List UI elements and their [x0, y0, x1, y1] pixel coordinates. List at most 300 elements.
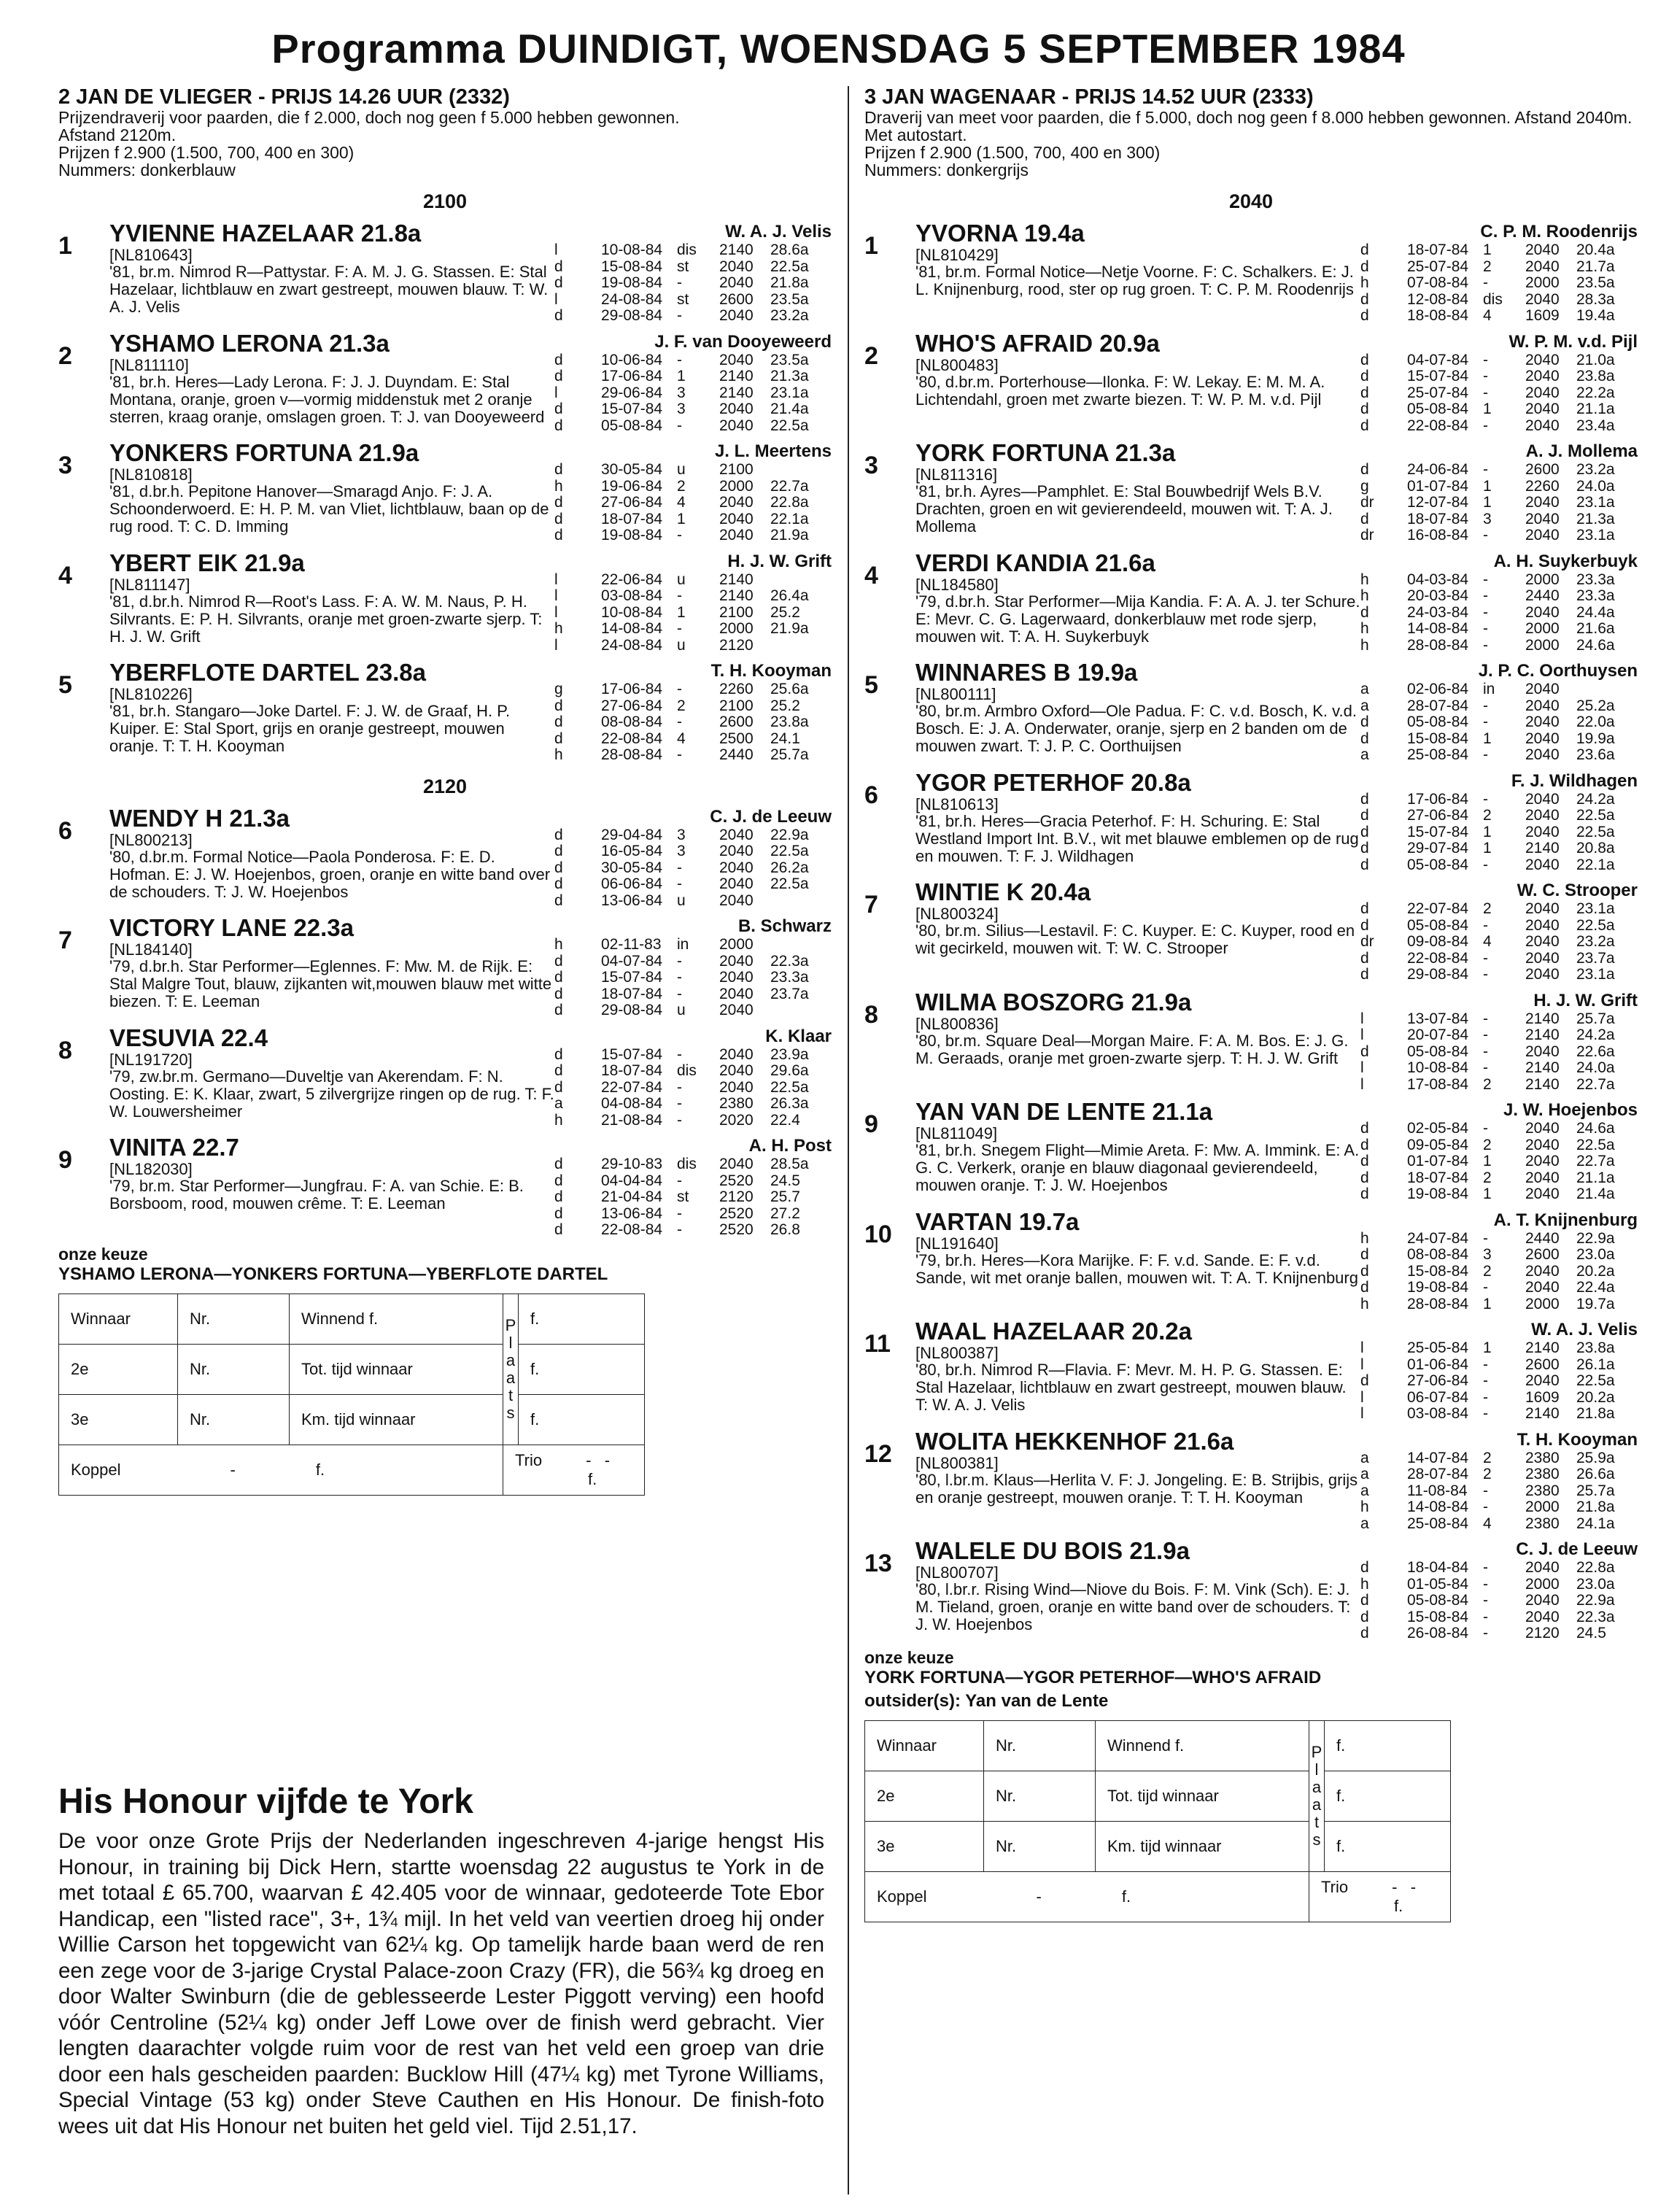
form-date: 30-05-84	[601, 461, 663, 478]
horse-info	[915, 1209, 1360, 1313]
form-track: d	[1360, 823, 1369, 840]
form-track: l	[554, 241, 558, 258]
form-distance: 2040	[1525, 790, 1560, 808]
form-track: d	[554, 417, 563, 434]
form-time: 23.2a	[770, 307, 809, 324]
form-row	[1360, 1593, 1638, 1609]
form-track: d	[554, 527, 563, 544]
form-row	[1360, 951, 1638, 967]
form-time: 23.5a	[1576, 274, 1615, 291]
form-date: 05-08-84	[1407, 1592, 1469, 1609]
form-distance: 2140	[1525, 1026, 1560, 1043]
trainer-name: A. H. Suykerbuyk	[1493, 551, 1638, 571]
horse-code: [NL810643]	[109, 246, 193, 264]
form-track: h	[1360, 571, 1369, 588]
form-time: 21.8a	[770, 274, 809, 291]
form-row	[554, 714, 832, 731]
horse-info	[109, 1134, 554, 1239]
form-date: 29-04-84	[601, 826, 663, 843]
form-result: in	[1483, 681, 1495, 697]
form-date: 04-07-84	[1407, 351, 1469, 368]
horse-name: VESUVIA 22.4	[109, 1024, 268, 1051]
form-track: a	[1360, 1466, 1369, 1482]
form-time: 22.7a	[1576, 1153, 1615, 1169]
form-distance: 2040	[1525, 1372, 1560, 1389]
form-result: 1	[1483, 1186, 1492, 1202]
form-distance: 2600	[719, 290, 754, 308]
form-track: d	[1360, 1153, 1369, 1169]
horse-code: [NL811316]	[915, 465, 998, 484]
form-time: 24.6a	[1576, 1120, 1615, 1137]
form-distance: 2140	[719, 241, 754, 258]
form-date: 29-08-84	[601, 1002, 663, 1018]
bet-form-table	[58, 1293, 645, 1496]
form-distance: 2140	[719, 368, 754, 384]
form-result: u	[677, 636, 686, 654]
form-result: u	[677, 461, 686, 478]
horse-code: [NL810429]	[915, 246, 999, 264]
form-track: h	[1360, 587, 1369, 604]
form-date: 05-08-84	[1407, 401, 1469, 417]
form-time: 22.5a	[1576, 916, 1615, 934]
distance-heading: 2120	[422, 775, 468, 797]
form-track: l	[1360, 1405, 1364, 1422]
form-distance: 2260	[719, 681, 754, 697]
trio-dashes: - -	[586, 1450, 611, 1469]
form-date: 10-06-84	[601, 351, 663, 368]
horse-info	[915, 440, 1360, 544]
form-distance: 2040	[1525, 1169, 1560, 1186]
form-time: 23.3a	[770, 969, 809, 986]
horse-form	[1360, 1209, 1638, 1313]
form-row	[1360, 918, 1638, 935]
horse-code: [NL811049]	[915, 1124, 998, 1142]
horse-form	[1360, 660, 1638, 764]
bet-f-label: f.	[530, 1359, 540, 1378]
form-date: 30-05-84	[601, 859, 663, 876]
form-result: -	[677, 417, 682, 434]
horse-entry	[58, 550, 832, 654]
form-result: 3	[677, 401, 686, 417]
form-result: dis	[677, 1156, 697, 1172]
form-track: h	[1360, 620, 1369, 637]
form-date: 15-08-84	[1407, 1608, 1469, 1625]
bet-field-label: Tot. tijd winnaar	[1107, 1786, 1219, 1805]
form-distance: 2040	[1525, 1043, 1560, 1060]
form-row	[554, 937, 832, 954]
form-date: 03-08-84	[1407, 1405, 1469, 1422]
form-date: 03-08-84	[601, 587, 663, 604]
form-date: 08-08-84	[601, 714, 663, 730]
form-row	[554, 827, 832, 844]
form-date: 15-07-84	[601, 1045, 663, 1063]
form-time	[770, 893, 832, 910]
form-time: 23.4a	[1576, 417, 1615, 434]
horse-entry	[58, 805, 832, 910]
form-time: 22.3a	[770, 952, 809, 970]
horse-name: YBERFLOTE DARTEL 23.8a	[109, 659, 426, 686]
trainer-name: T. H. Kooyman	[710, 661, 832, 681]
race-column-left	[58, 86, 832, 1496]
form-time: 21.8a	[1576, 1498, 1615, 1515]
horse-description: '81, br.h. Ayres—Pamphlet. E: Stal Bouwbedrijf Wels B.V. Drachten, groen en wit gevierendeeld, mouwen wit. T: A. J. Mollema	[915, 482, 1333, 535]
form-distance: 2040	[1525, 258, 1560, 275]
form-date: 19-08-84	[601, 274, 663, 291]
form-row	[554, 954, 832, 970]
form-date: 20-07-84	[1407, 1026, 1469, 1043]
form-row	[554, 242, 832, 259]
form-track: d	[554, 1078, 563, 1096]
form-date: 08-08-84	[1407, 1246, 1469, 1263]
trainer-name: J. P. C. Oorthuysen	[1478, 661, 1638, 681]
form-result: -	[1483, 1498, 1488, 1515]
form-track: d	[554, 952, 563, 970]
form-row	[1360, 1609, 1638, 1626]
horse-description: '81, d.br.h. Pepitone Hanover—Smaragd Anjo. F: J. A. Schoonderwoerd. E: H. P. M. van Vliet, lichtblauw, baan op de rug rood. T: C. D. Imming	[109, 482, 549, 535]
form-result: 3	[1483, 1246, 1492, 1263]
form-date: 05-08-84	[1407, 856, 1469, 873]
bet-f-label: f.	[1336, 1836, 1346, 1855]
trio-label: Trio	[1321, 1877, 1349, 1896]
page-title	[0, 25, 1677, 72]
form-distance: 2140	[1525, 840, 1560, 856]
form-row	[1360, 479, 1638, 495]
horse-description: '81, br.m. Nimrod R—Pattystar. F: A. M. J. G. Stassen. E: Stal Hazelaar, lichtblauw en zwart gestreept, mouwen blauw. T: W. A. J. Velis	[109, 263, 549, 316]
horse-name: VERDI KANDIA 21.6a	[915, 549, 1155, 576]
horse-number: 5	[58, 671, 72, 699]
form-row	[1360, 1390, 1638, 1407]
horse-number: 10	[864, 1220, 892, 1248]
form-result: -	[677, 620, 682, 637]
horse-info	[109, 330, 554, 435]
form-distance: 2040	[1525, 1608, 1560, 1625]
form-result: -	[1483, 1608, 1488, 1625]
horse-code: [NL811110]	[109, 355, 189, 374]
form-result: -	[677, 985, 682, 1002]
form-track: a	[1360, 697, 1369, 714]
form-time: 26.4a	[770, 587, 809, 604]
form-result: -	[1483, 603, 1488, 621]
horse-entry	[58, 330, 832, 435]
form-distance: 2040	[1525, 241, 1560, 258]
form-time: 22.5a	[770, 417, 809, 434]
form-track: d	[1360, 368, 1369, 384]
horse-number: 4	[58, 561, 72, 589]
form-time: 23.7a	[770, 985, 809, 1002]
form-date: 12-07-84	[1407, 494, 1469, 511]
form-time: 23.1a	[770, 384, 809, 401]
form-date: 25-08-84	[1407, 746, 1469, 763]
horse-name: WINNARES B 19.9a	[915, 659, 1138, 686]
form-date: 28-07-84	[1407, 1466, 1469, 1482]
horse-code: [NL191720]	[109, 1050, 193, 1069]
form-distance: 2040	[719, 510, 754, 527]
horse-code: [NL810613]	[915, 794, 999, 813]
form-result: 4	[1483, 933, 1492, 950]
form-date: 25-07-84	[1407, 384, 1469, 401]
form-date: 19-08-84	[1407, 1186, 1469, 1202]
form-date: 14-08-84	[601, 620, 663, 637]
form-track: d	[1360, 461, 1369, 478]
horse-name: YGOR PETERHOF 20.8a	[915, 768, 1191, 796]
form-row	[1360, 259, 1638, 276]
plaats-letter: s	[506, 1403, 515, 1422]
form-row	[554, 698, 832, 715]
trio-f: f.	[588, 1469, 597, 1488]
form-result: -	[677, 1221, 682, 1238]
horse-info	[915, 1099, 1360, 1203]
form-row	[554, 986, 832, 1003]
form-time: 28.3a	[1576, 290, 1615, 308]
horse-name: WALELE DU BOIS 21.9a	[915, 1537, 1190, 1564]
horse-number: 8	[58, 1036, 72, 1064]
form-date: 18-07-84	[601, 510, 663, 527]
form-result: -	[1483, 587, 1488, 604]
horse-entry	[864, 879, 1638, 983]
form-track: d	[1360, 1608, 1369, 1625]
form-distance: 2040	[719, 417, 754, 434]
horse-name: YAN VAN DE LENTE 21.1a	[915, 1098, 1213, 1125]
form-track: d	[1360, 1186, 1369, 1202]
form-distance: 2040	[1525, 290, 1560, 308]
form-row	[554, 843, 832, 860]
horse-number: 5	[864, 671, 878, 699]
form-date: 18-07-84	[601, 1062, 663, 1079]
form-date: 22-08-84	[1407, 417, 1469, 434]
form-time	[770, 937, 832, 954]
form-row	[554, 1189, 832, 1206]
koppel-dash: -	[230, 1460, 236, 1479]
form-result: 1	[1483, 1295, 1492, 1312]
bet-field-label: Winnend f.	[1107, 1736, 1185, 1755]
form-distance: 2440	[1525, 587, 1560, 604]
koppel-label: Koppel	[877, 1887, 927, 1906]
form-result: -	[1483, 790, 1488, 808]
form-distance: 2040	[719, 826, 754, 843]
form-time: 21.3a	[1576, 510, 1615, 527]
form-date: 22-08-84	[1407, 949, 1469, 967]
form-result: -	[677, 952, 682, 970]
form-result: -	[1483, 1059, 1488, 1076]
horse-number: 3	[864, 452, 878, 479]
form-date: 17-06-84	[1407, 790, 1469, 808]
form-date: 05-08-84	[1407, 1043, 1469, 1060]
form-time: 26.6a	[1576, 1466, 1615, 1482]
form-date: 18-07-84	[1407, 510, 1469, 527]
form-time: 23.0a	[1576, 1575, 1615, 1593]
horse-description: '80, l.br.r. Rising Wind—Niove du Bois. F: M. Vink (Sch). E: J. M. Tieland, groen, oranje en witte band over de schouders. T: J. W. Hoejenbos	[915, 1580, 1351, 1633]
form-track: d	[554, 1002, 563, 1018]
form-date: 22-08-84	[601, 730, 663, 747]
form-date: 06-07-84	[1407, 1388, 1469, 1406]
form-distance: 2000	[1525, 274, 1560, 291]
form-date: 24-03-84	[1407, 603, 1469, 621]
form-distance: 2040	[1525, 730, 1560, 747]
horse-info	[109, 660, 554, 764]
form-time: 24.6a	[1576, 636, 1615, 654]
horse-entry	[864, 550, 1638, 654]
horse-form	[554, 550, 832, 654]
form-row	[1360, 462, 1638, 479]
form-result: -	[1483, 417, 1488, 434]
trainer-name: H. J. W. Grift	[1533, 990, 1638, 1010]
form-date: 22-08-84	[601, 1221, 663, 1238]
horse-description: '80, br.h. Nimrod R—Flavia. F: Mevr. M. H. P. G. Stassen. E: Stal Hazelaar, lichtblauw en zwart gestreept, mouwen blauw. T: W. A. J. Velis	[915, 1361, 1347, 1414]
horse-number: 1	[58, 232, 72, 260]
form-result: -	[1483, 714, 1488, 730]
form-track: h	[554, 1111, 563, 1129]
horse-number: 1	[864, 232, 878, 260]
trainer-name: J. W. Hoejenbos	[1503, 1100, 1638, 1120]
form-date: 15-08-84	[601, 258, 663, 275]
plaats-letter: s	[1312, 1830, 1321, 1849]
form-track: dr	[1360, 527, 1374, 544]
form-result: st	[677, 1188, 689, 1205]
form-row	[1360, 1137, 1638, 1154]
horse-description: '79, br.m. Star Performer—Jungfrau. F: A. van Schie. E: B. Borsboom, rood, mouwen crême. T: E. Leeman	[109, 1177, 524, 1213]
form-result: -	[1483, 1120, 1488, 1137]
horse-entry	[58, 1134, 832, 1239]
form-date: 13-07-84	[1407, 1010, 1469, 1027]
form-row	[554, 681, 832, 698]
form-time: 23.8a	[1576, 1339, 1615, 1356]
form-distance: 2000	[719, 620, 754, 637]
form-date: 10-08-84	[1407, 1059, 1469, 1076]
form-track: h	[1360, 1575, 1369, 1593]
form-track: d	[1360, 351, 1369, 368]
keuze-selection: YORK FORTUNA—YGOR PETERHOF—WHO'S AFRAID	[864, 1667, 1322, 1687]
form-result: -	[1483, 949, 1488, 967]
plaats-letter: a	[1312, 1777, 1322, 1796]
form-distance: 2040	[719, 1002, 754, 1018]
form-time: 23.2a	[1576, 461, 1615, 478]
form-row	[1360, 840, 1638, 857]
form-result: -	[677, 714, 682, 730]
form-row	[1360, 242, 1638, 259]
form-result: 3	[677, 826, 686, 843]
horse-entry	[864, 989, 1638, 1094]
form-result: -	[1483, 697, 1488, 714]
form-distance: 2040	[1525, 1153, 1560, 1169]
form-date: 09-05-84	[1407, 1136, 1469, 1153]
form-time: 25.9a	[1576, 1449, 1615, 1466]
form-row	[1360, 1406, 1638, 1423]
horse-number: 6	[58, 816, 72, 845]
form-date: 19-08-84	[601, 527, 663, 544]
form-result: -	[1483, 527, 1488, 544]
outsider-note: outsider(s): Yan van de Lente	[864, 1690, 1109, 1711]
form-time: 23.3a	[1576, 587, 1615, 604]
form-time: 22.5a	[1576, 1372, 1615, 1389]
form-time: 22.9a	[1576, 1592, 1615, 1609]
form-result: 2	[1483, 258, 1492, 275]
form-date: 09-08-84	[1407, 933, 1469, 950]
form-time: 26.3a	[770, 1095, 809, 1112]
horse-entry	[58, 660, 832, 764]
form-row	[1360, 714, 1638, 731]
form-result: 4	[677, 730, 686, 747]
form-distance: 2040	[1525, 949, 1560, 967]
form-result: u	[677, 1002, 686, 1018]
form-track: d	[554, 714, 563, 730]
form-time: 28.6a	[770, 241, 809, 258]
form-row	[554, 1173, 832, 1190]
horse-name: YORK FORTUNA 21.3a	[915, 439, 1176, 466]
form-time: 21.1a	[1576, 1169, 1615, 1186]
form-row	[554, 479, 832, 495]
bet-f-label: f.	[530, 1409, 540, 1428]
form-result: -	[1483, 571, 1488, 588]
form-distance: 2380	[1525, 1515, 1560, 1532]
form-result: 2	[1483, 807, 1492, 824]
form-time: 22.0a	[1576, 714, 1615, 730]
form-row	[1360, 1296, 1638, 1313]
form-date: 24-07-84	[1407, 1229, 1469, 1247]
form-track: d	[1360, 307, 1369, 324]
form-date: 02-11-83	[601, 936, 662, 953]
form-row	[1360, 1340, 1638, 1357]
form-date: 16-05-84	[601, 843, 663, 859]
horse-number: 6	[864, 781, 878, 809]
form-date: 01-07-84	[1407, 477, 1469, 495]
bet-field-label: Km. tijd winnaar	[1107, 1836, 1222, 1855]
horse-description: '79, br.h. Heres—Kora Marijke. F: F. v.d. Sande. E: F. v.d. Sande, wit met oranje ballen, mouwen wit. T: A. T. Knijnenburg	[915, 1250, 1358, 1287]
form-track: d	[554, 1221, 563, 1238]
form-track: d	[554, 1172, 563, 1189]
form-result: 4	[1483, 1515, 1492, 1532]
form-date: 07-08-84	[1407, 274, 1469, 291]
form-track: a	[554, 1095, 563, 1112]
form-date: 20-03-84	[1407, 587, 1469, 604]
form-date: 15-07-84	[601, 969, 663, 986]
form-row	[554, 385, 832, 402]
form-row	[1360, 1357, 1638, 1374]
horse-code: [NL800324]	[915, 905, 999, 923]
form-time: 24.2a	[1576, 1026, 1615, 1043]
form-date: 29-08-84	[601, 307, 663, 324]
form-distance: 2120	[719, 636, 754, 654]
form-row	[554, 275, 832, 292]
horse-entry	[864, 1099, 1638, 1203]
form-time: 21.4a	[770, 401, 809, 417]
form-date: 18-08-84	[1407, 307, 1469, 324]
form-row	[554, 1002, 832, 1019]
horse-form	[1360, 1538, 1638, 1642]
horse-description: '81, br.h. Snegem Flight—Mimie Areta. F: Mw. A. Immink. E: A. G. C. Verkerk, oranje en blauw diagonaal gevierendeeld, mouwen oranje. T: J. W. Hoejenbos	[915, 1141, 1360, 1194]
form-date: 04-03-84	[1407, 571, 1469, 588]
form-distance: 2040	[1525, 401, 1560, 417]
horse-info	[915, 220, 1360, 325]
form-time: 22.8a	[770, 494, 809, 511]
horse-name: VINITA 22.7	[109, 1134, 239, 1161]
form-distance: 2000	[1525, 1295, 1560, 1312]
bet-field-label: Tot. tijd winnaar	[301, 1359, 413, 1378]
form-row	[554, 970, 832, 986]
form-row	[1360, 934, 1638, 951]
form-row	[1360, 418, 1638, 435]
form-result: -	[677, 1111, 682, 1129]
form-row	[1360, 1483, 1638, 1500]
horse-description: '81, br.h. Heres—Lady Lerona. F: J. J. Duyndam. E: Stal Montana, oranje, groen v—vormig middenstuk met 2 oranje sterren, kraag oranje, omslagen groen. T: J. van Dooyeweerd	[109, 372, 545, 426]
form-distance: 2600	[1525, 1246, 1560, 1263]
form-date: 06-06-84	[601, 875, 663, 892]
form-result: -	[677, 274, 682, 291]
koppel-label: Koppel	[71, 1460, 121, 1479]
form-time: 23.6a	[1576, 746, 1615, 763]
horse-entry	[58, 1025, 832, 1129]
keuze-selection: YSHAMO LERONA—YONKERS FORTUNA—YBERFLOTE DARTEL	[58, 1264, 608, 1284]
form-result: 1	[1483, 1339, 1492, 1356]
